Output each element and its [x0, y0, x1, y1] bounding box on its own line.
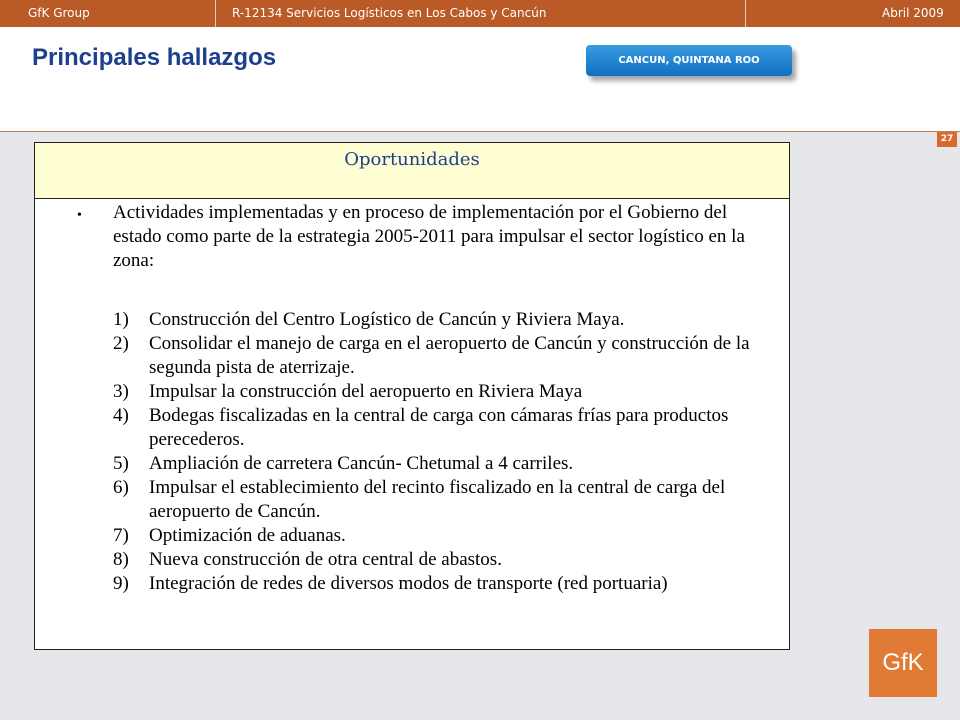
item-number: 9) — [113, 573, 129, 594]
divider — [215, 0, 216, 27]
list-item — [113, 404, 785, 452]
item-number: 3) — [113, 381, 129, 402]
list-item — [113, 476, 785, 524]
report-date: Abril 2009 — [882, 6, 944, 20]
gfk-logo: GfK — [869, 629, 937, 697]
list-item — [113, 380, 785, 404]
table-header — [35, 143, 789, 199]
list-item — [113, 332, 785, 380]
item-number: 2) — [113, 333, 129, 354]
list-item — [113, 572, 785, 596]
list-item — [113, 452, 785, 476]
list-item — [113, 524, 785, 548]
location-button[interactable]: CANCUN, QUINTANA ROO — [586, 45, 792, 76]
list-item — [113, 308, 785, 332]
page-title: Principales hallazgos — [32, 44, 277, 71]
item-text: Ampliación de carretera Cancún- Chetumal a 4 carriles. — [149, 453, 574, 474]
opportunities-table — [34, 142, 790, 650]
item-number: 8) — [113, 549, 129, 570]
list-item — [113, 548, 785, 572]
item-text: Integración de redes de diversos modos de transporte (red portuaria) — [149, 573, 668, 594]
slide-header — [0, 27, 960, 131]
project-title: R-12134 Servicios Logísticos en Los Cabos y Cancún — [232, 6, 547, 20]
item-number: 4) — [113, 405, 129, 426]
item-text: Construcción del Centro Logístico de Cancún y Riviera Maya. — [149, 309, 625, 330]
item-text: Nueva construcción de otra central de abastos. — [149, 549, 502, 570]
item-number: 1) — [113, 309, 129, 330]
item-number: 5) — [113, 453, 129, 474]
top-bar — [0, 0, 960, 27]
table-heading: Oportunidades — [344, 149, 480, 170]
header-divider — [0, 131, 960, 132]
intro-paragraph: Actividades implementadas y en proceso de implementación por el Gobierno del estado como parte de la estrategia 2005-2011 para impulsar el sector logístico en la zona: — [113, 202, 745, 271]
item-number: 6) — [113, 477, 129, 498]
divider — [745, 0, 746, 27]
company-name: GfK Group — [28, 6, 90, 20]
item-text: Bodegas fiscalizadas en la central de carga con cámaras frías para productos perecederos. — [149, 405, 729, 450]
item-number: 7) — [113, 525, 129, 546]
bullet-icon: • — [77, 208, 82, 223]
opportunity-list — [113, 308, 785, 596]
item-text: Impulsar el establecimiento del recinto fiscalizado en la central de carga del aeropuerto de Cancún. — [149, 477, 726, 522]
item-text: Consolidar el manejo de carga en el aeropuerto de Cancún y construcción de la segunda pista de aterrizaje. — [149, 333, 750, 378]
item-text: Optimización de aduanas. — [149, 525, 346, 546]
page-number-badge: 27 — [937, 132, 957, 147]
item-text: Impulsar la construcción del aeropuerto en Riviera Maya — [149, 381, 583, 402]
